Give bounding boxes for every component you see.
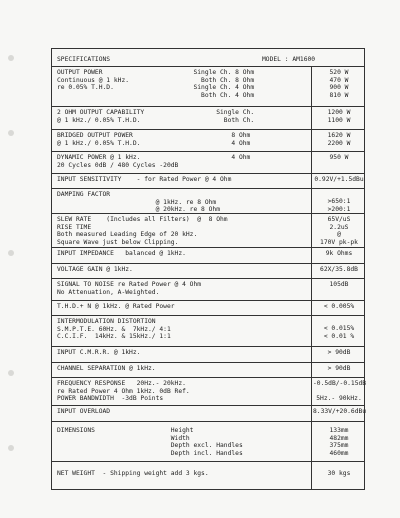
spec-label: 2 OHM OUTPUT CAPABILITY Single Ch. @ 1 kHz./ 0.05% T.H.D. Both Ch. <box>57 109 255 124</box>
spec-table <box>51 48 365 490</box>
spec-label: INPUT SENSITIVITY - for Rated Power @ 4 Ohm <box>57 176 232 183</box>
spec-value: 30 kgs <box>327 470 351 477</box>
spec-value: 520 W 470 W 900 W 810 W <box>329 69 349 99</box>
spec-label: SLEW RATE (Includes all Filters) @ 8 Ohm RISE TIME Both measured Leading Edge of 20 kHz. Square Wave just below Clipping. <box>57 216 228 246</box>
spec-value: 950 W <box>329 154 349 161</box>
spec-value: 8.33V/+20.6dBu <box>313 408 367 415</box>
spec-row-output-power <box>52 67 364 107</box>
spec-row-dimensions <box>52 422 364 462</box>
spec-value: 65V/uS 2.2uS @ 170V pk-pk <box>320 216 358 246</box>
spec-label: OUTPUT POWER Single Ch. 8 Ohm Continuous @ 1 kHz. Both Ch. 8 Ohm re 0.05% T.H.D. Single Ch. 4 Ohm Both Ch. 4 Ohm <box>57 69 255 99</box>
spec-row-voltage-gain <box>52 264 364 279</box>
spec-row-damping <box>52 189 364 214</box>
spec-value: 1200 W 1100 W <box>327 109 351 124</box>
spec-label: SIGNAL TO NOISE re Rated Power @ 4 Ohm No Attenuation, A-Weighted. <box>57 281 202 296</box>
spec-row-slew-rate <box>52 214 364 248</box>
spec-value: 1620 W 2200 W <box>327 132 351 147</box>
model-label: MODEL : AM1600 <box>262 56 316 63</box>
spec-row-snr <box>52 279 364 301</box>
spec-row-cmrr <box>52 347 364 363</box>
spec-row-2ohm <box>52 107 364 130</box>
spec-value: < 0.005% <box>323 303 355 310</box>
spec-label: DIMENSIONS Height Width Depth excl. Handles Depth incl. Handles <box>57 427 243 457</box>
spec-value: > 90dB <box>327 365 351 372</box>
spec-label: DAMPING FACTOR @ 1kHz. re 8 Ohm @ 20kHz. re 8 Ohm <box>57 191 221 214</box>
spec-row-input-overload <box>52 406 367 422</box>
spec-row-imd <box>52 316 364 347</box>
spec-value: -0.5dB/-0.15dB 5Hz.- 90kHz. <box>313 380 367 403</box>
spec-header-row <box>52 49 364 67</box>
spec-value: < 0.015% < 0.01 % <box>323 325 355 340</box>
spec-value: 9k Ohms <box>325 250 353 257</box>
spec-label: VOLTAGE GAIN @ 1kHz. <box>57 266 133 273</box>
spec-label: INPUT C.M.R.R. @ 1kHz. <box>57 349 141 356</box>
spec-label: INPUT IMPEDANCE balanced @ 1kHz. <box>57 250 186 257</box>
spec-title: SPECIFICATIONS <box>57 56 111 63</box>
spec-label: FREQUENCY RESPONSE 20Hz.- 20kHz. re Rated Power 4 Ohm 1kHz. 0dB Ref. POWER BANDWIDTH -3dB Points <box>57 380 190 403</box>
spec-value: 62X/35.8dB <box>320 266 358 273</box>
spec-row-net-weight <box>52 462 364 489</box>
spec-row-thd <box>52 301 364 316</box>
spec-row-input-impedance <box>52 248 364 264</box>
spec-label: CHANNEL SEPARATION @ 1kHz. <box>57 365 156 372</box>
spec-row-input-sensitivity <box>52 174 364 189</box>
spec-label: INPUT OVERLOAD <box>57 408 111 415</box>
spec-label: BRIDGED OUTPUT POWER 8 Ohm @ 1 kHz./ 0.05% T.H.D. 4 Ohm <box>57 132 251 147</box>
spec-label: INTERMODULATION DISTORTION S.M.P.T.E. 60Hz. & 7kHz./ 4:1 C.C.I.F. 14kHz. & 15kHz./ 1:1 <box>57 318 171 341</box>
spec-value: > 90dB <box>327 349 351 356</box>
spec-value: >650:1 >200:1 <box>327 198 351 213</box>
spec-label: T.H.D.+ N @ 1kHz. @ Rated Power <box>57 303 175 310</box>
spec-value: 0.92V/+1.5dBu <box>314 176 364 183</box>
spec-label: DYNAMIC POWER @ 1 kHz. 4 Ohm 20 Cycles 0dB / 480 Cycles -20dB <box>57 154 251 169</box>
spec-label: NET WEIGHT - Shipping weight add 3 kgs. <box>57 470 209 477</box>
spec-row-dynamic-power <box>52 152 364 174</box>
spec-row-frequency-response <box>52 378 367 406</box>
spec-value: 133mm 482mm 375mm 460mm <box>329 427 349 457</box>
spec-value: 105dB <box>329 281 349 288</box>
spec-row-separation <box>52 363 364 378</box>
spec-row-bridged <box>52 130 364 152</box>
